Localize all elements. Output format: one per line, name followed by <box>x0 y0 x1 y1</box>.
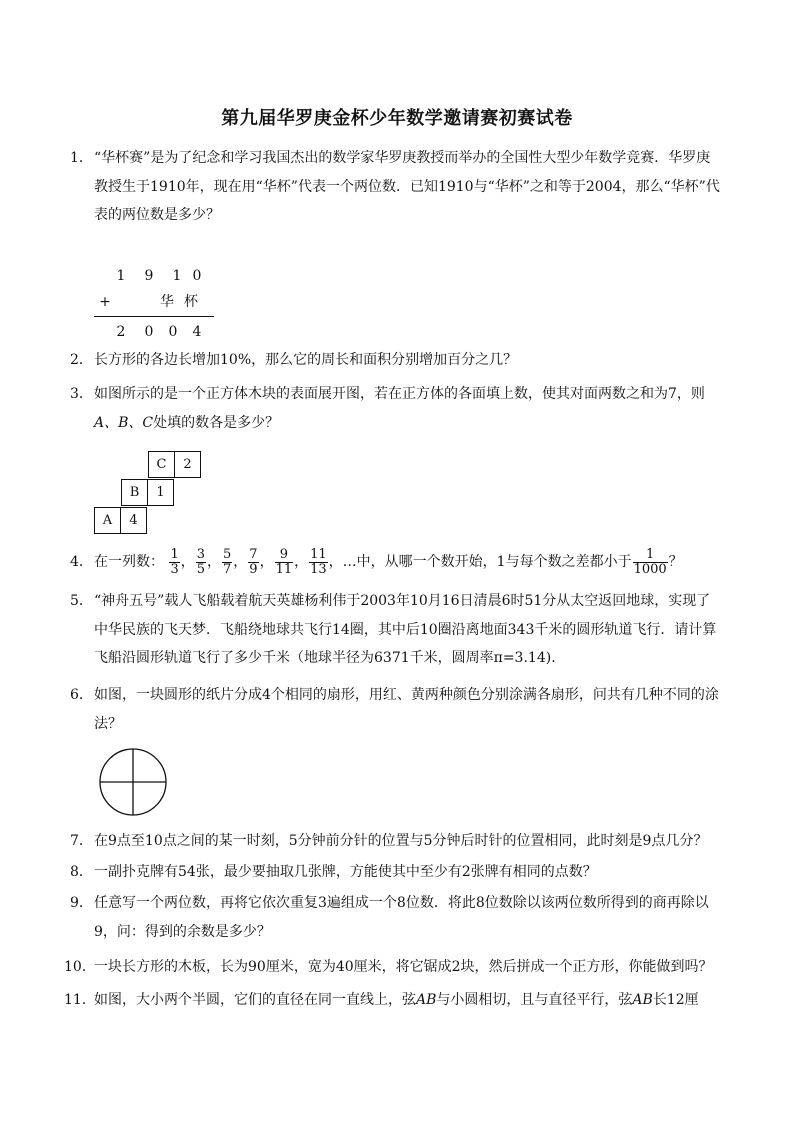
question-5 <box>70 587 724 673</box>
digit: 0 <box>192 268 202 284</box>
question-text: 如图，一块圆形的纸片分成4个相同的扇形，用红、黄两种颜色分别涂满各扇形，问共有几种不同的涂法？ <box>94 687 719 732</box>
question-number: 4． <box>70 554 93 570</box>
addition-figure <box>94 263 214 347</box>
question-2 <box>70 346 724 375</box>
fraction: $\frac{9}{11}$ <box>275 546 293 577</box>
digit: 2 <box>116 324 126 340</box>
question-text: 与小圆相切，且与直径平行，弦 <box>436 992 633 1008</box>
sum-rule <box>94 316 214 317</box>
question-10 <box>64 953 724 982</box>
fraction: $\frac{11}{13}$ <box>310 546 327 577</box>
net-cell-a: A <box>94 507 121 534</box>
question-text: 处填的数各是多少？ <box>153 414 280 431</box>
question-3 <box>70 380 724 437</box>
circle-sectors-figure <box>98 747 168 817</box>
net-cell-4: 4 <box>120 507 147 534</box>
question-number: 1． <box>70 150 93 166</box>
fraction: $\frac{7}{9}$ <box>249 546 258 577</box>
question-number: 5． <box>70 593 93 609</box>
question-text: 长12厘 <box>652 992 699 1008</box>
digit: 1 <box>172 268 182 284</box>
question-text: 一块长方形的木板，长为90厘米，宽为40厘米，将它锯成2块，然后拼成一个正方形，你能做到吗？ <box>94 959 713 975</box>
fraction: $\frac{3}{5}$ <box>196 546 206 577</box>
question-6 <box>70 681 724 738</box>
question-7 <box>70 827 724 856</box>
addend-char: 华 <box>160 294 174 310</box>
question-number: 2． <box>70 352 93 368</box>
chord-label: AB <box>632 992 653 1008</box>
question-number: 9． <box>70 895 93 911</box>
cube-net-figure <box>94 451 204 535</box>
net-cell-c: C <box>148 451 175 478</box>
digit: 9 <box>144 268 154 284</box>
addend-char: 杯 <box>184 294 198 310</box>
digit: 4 <box>192 324 202 340</box>
question-text: 在9点至10点之间的某一时刻，5分钟前分针的位置与5分钟后时针的位置相同，此时刻是9点几分？ <box>94 833 708 849</box>
fraction: $\frac{5}{7}$ <box>223 546 232 577</box>
question-text: 如图，大小两个半圆，它们的直径在同一直线上，弦 <box>94 992 416 1008</box>
question-4: 4． 在一列数： $\frac{1}{3}$ ， $\frac{3}{5}$ ， $\frac{5}{7}$ ， $\frac{7}{9}$ ， $\frac{9}{11}$ ， $\frac{11}{13}$ ，…中，从哪一个数开始，1与每个数之差都小于 $\frac{1}{1000}$ ？ <box>94 545 724 579</box>
question-number: 11． <box>64 992 96 1008</box>
question-text: 在一列数： <box>94 554 164 570</box>
digit: 1 <box>116 268 126 284</box>
question-text: “神舟五号”载人飞船载着航天英雄杨利伟于2003年10月16日清晨6时51分从太空返回地球，实现了中华民族的飞天梦．飞船绕地球共飞行14圈，其中后10圈沿离地面343千米的圆形轨道飞行．请计算飞船沿圆形轨道飞行了多少千米（地球半径为6371千米，圆周率π=3.14). <box>94 593 717 666</box>
question-11 <box>64 986 724 1015</box>
net-cell-2: 2 <box>174 451 201 478</box>
question-text: “华杯赛”是为了纪念和学习我国杰出的数学家华罗庚教授而举办的全国性大型少年数学竞赛．华罗庚教授生于1910年，现在用“华杯”代表一个两位数．已知1910与“华杯”之和等于2004，那么“华杯”代表的两位数是多少？ <box>94 150 720 223</box>
variable-labels: A、B、C <box>94 414 154 431</box>
digit: 0 <box>144 324 154 340</box>
question-number: 7． <box>70 833 93 849</box>
question-number: 6． <box>70 687 93 703</box>
plus-sign: + <box>99 294 111 310</box>
question-text: ，…中，从哪一个数开始，1与每个数之差都小于 <box>328 554 632 570</box>
question-number: 10． <box>64 959 96 975</box>
question-9 <box>70 889 724 946</box>
page-title: 第九届华罗庚金杯少年数学邀请赛初赛试卷 <box>221 108 573 129</box>
question-number: 3． <box>70 386 93 402</box>
question-text: 如图所示的是一个正方体木块的表面展开图，若在正方体的各面填上数，使其对面两数之和为7，则 <box>94 386 705 402</box>
question-number: 8． <box>70 864 93 880</box>
question-text: 任意写一个两位数，再将它依次重复3遍组成一个8位数．将此8位数除以该两位数所得到的商再除以9，问：得到的余数是多少？ <box>94 895 709 940</box>
target-fraction: $\frac{1}{1000}$ <box>633 546 667 577</box>
fraction: $\frac{1}{3}$ <box>170 546 179 577</box>
question-text: 长方形的各边长增加10%，那么它的周长和面积分别增加百分之几？ <box>94 352 518 368</box>
question-text: 一副扑克牌有54张，最少要抽取几张牌，方能使其中至少有2张牌有相同的点数？ <box>94 864 597 880</box>
digit: 0 <box>168 324 178 340</box>
net-cell-1: 1 <box>147 479 174 506</box>
question-8 <box>70 858 724 887</box>
chord-label: AB <box>416 992 437 1008</box>
net-cell-b: B <box>121 479 148 506</box>
question-1 <box>70 144 724 230</box>
